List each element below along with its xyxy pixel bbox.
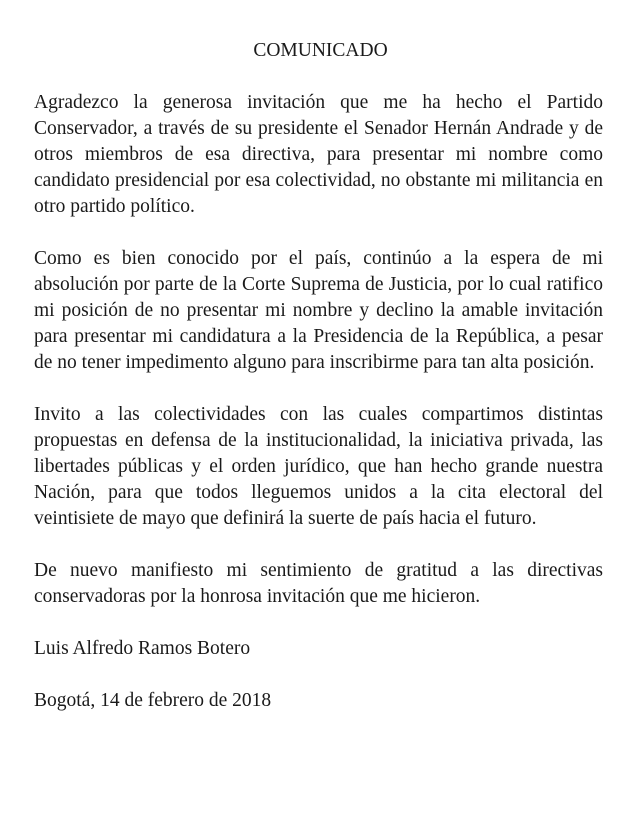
paragraph-call-to-unity: Invito a las colectividades con las cuales compartimos distintas propuestas en defensa de la institucionalidad, la iniciativa privada, las libertades públicas y el orden jurídico, que han hecho grande nuestra Nación, para que todos lleguemos unidos a la cita electoral del veintisiete de mayo que definirá la suerte de país hacia el futuro. xyxy=(34,404,603,529)
place-and-date: Bogotá, 14 de febrero de 2018 xyxy=(34,690,272,711)
signature-name: Luis Alfredo Ramos Botero xyxy=(34,638,251,659)
paragraph-closing-gratitude: De nuevo manifiesto mi sentimiento de gratitud a las directivas conservadoras por la honrosa invitación que me hicieron. xyxy=(34,560,603,607)
document-title: COMUNICADO xyxy=(253,40,388,61)
paragraph-gratitude-invitation: Agradezco la generosa invitación que me ha hecho el Partido Conservador, a través de su presidente el Senador Hernán Andrade y de otros miembros de esa directiva, para presentar mi nombre como candidato presidencial por esa colectividad, no obstante mi militancia en otro partido político. xyxy=(34,92,603,217)
paragraph-declination: Como es bien conocido por el país, continúo a la espera de mi absolución por parte de la Corte Suprema de Justicia, por lo cual ratifico mi posición de no presentar mi nombre y declino la amable invitación para presentar mi candidatura a la Presidencia de la República, a pesar de no tener impedimento alguno para inscribirme para tan alta posición. xyxy=(34,248,603,373)
